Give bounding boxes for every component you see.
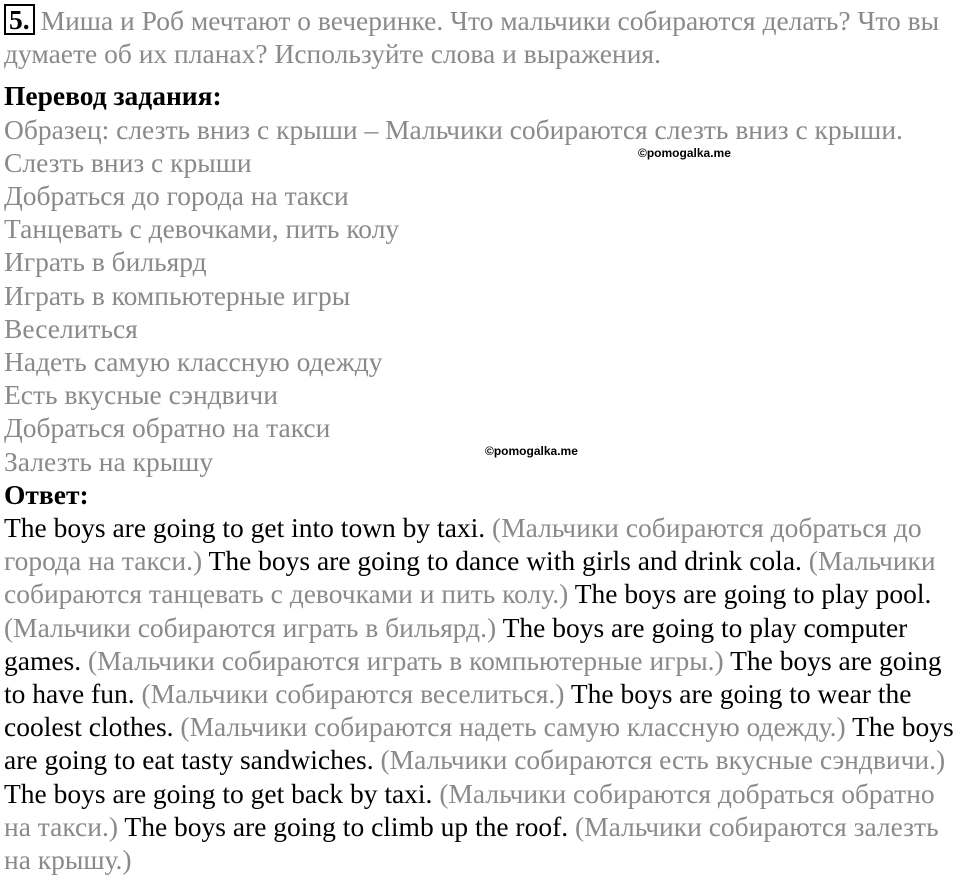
answer-english: The boys are going to wear the coolest clothes.	[4, 678, 912, 743]
answer-english: The boys are going to eat tasty sandwiches.	[4, 711, 954, 776]
answer-english: The boys are going to dance with girls and drink cola.	[208, 545, 802, 577]
answer-russian: (Мальчики собираются добраться обратно на такси.)	[4, 777, 935, 842]
answer-english: The boys are going to get into town by taxi.	[4, 512, 486, 544]
answer-english: The boys are going to play computer games.	[4, 611, 908, 676]
translation-list	[4, 113, 956, 478]
task-text: Миша и Роб мечтают о вечеринке. Что мальчики собираются делать? Что вы думаете об их планах? Используйте слова и выражения.	[4, 5, 940, 70]
answer-english: The boys are going to play pool.	[574, 578, 932, 610]
translation-line: Играть в компьютерные игры	[4, 279, 351, 311]
translation-line: Веселиться	[4, 312, 138, 344]
answer-russian: (Мальчики собираются веселиться.)	[141, 678, 565, 710]
translation-line: Добраться обратно на такси	[4, 412, 331, 444]
translation-line: Есть вкусные сэндвичи	[4, 379, 278, 411]
answer-russian: (Мальчики собираются надеть самую классную одежду.)	[180, 711, 846, 743]
task-statement	[4, 4, 956, 70]
answer-russian: (Мальчики собираются залезть на крышу.)	[4, 810, 939, 876]
answer-paragraph	[4, 511, 956, 876]
watermark: ©pomogalka.me	[485, 444, 578, 458]
answer-heading: Ответ:	[4, 478, 89, 510]
translation-line: Добраться до города на такси	[4, 180, 349, 212]
task-number: 5.	[4, 4, 35, 35]
answer-russian: (Мальчики собираются есть вкусные сэндвичи.)	[380, 744, 946, 776]
translation-line: Играть в бильярд	[4, 246, 207, 278]
answer-russian: (Мальчики собираются играть в бильярд.)	[4, 611, 497, 643]
answer-english: The boys are going to have fun.	[4, 644, 942, 710]
translation-heading: Перевод задания:	[4, 80, 222, 112]
translation-line: Надеть самую классную одежду	[4, 346, 383, 378]
document-page	[4, 4, 956, 876]
watermark: ©pomogalka.me	[638, 146, 731, 160]
translation-line: Танцевать с девочками, пить колу	[4, 213, 400, 245]
answer-russian: (Мальчики собираются играть в компьютерные игры.)	[88, 644, 724, 676]
answer-english: The boys are going to get back by taxi.	[4, 777, 433, 809]
answer-english: The boys are going to climb up the roof.	[124, 810, 569, 842]
translation-line: Слезть вниз с крыши	[4, 146, 252, 178]
translation-line: Залезть на крышу	[4, 445, 214, 477]
answer-russian: (Мальчики собираются добраться до города на такси.)	[4, 512, 922, 577]
answer-russian: (Мальчики собираются танцевать с девочками и пить колу.)	[4, 545, 936, 610]
translation-line: Образец: слезть вниз с крыши – Мальчики собираются слезть вниз с крыши.	[4, 113, 903, 145]
